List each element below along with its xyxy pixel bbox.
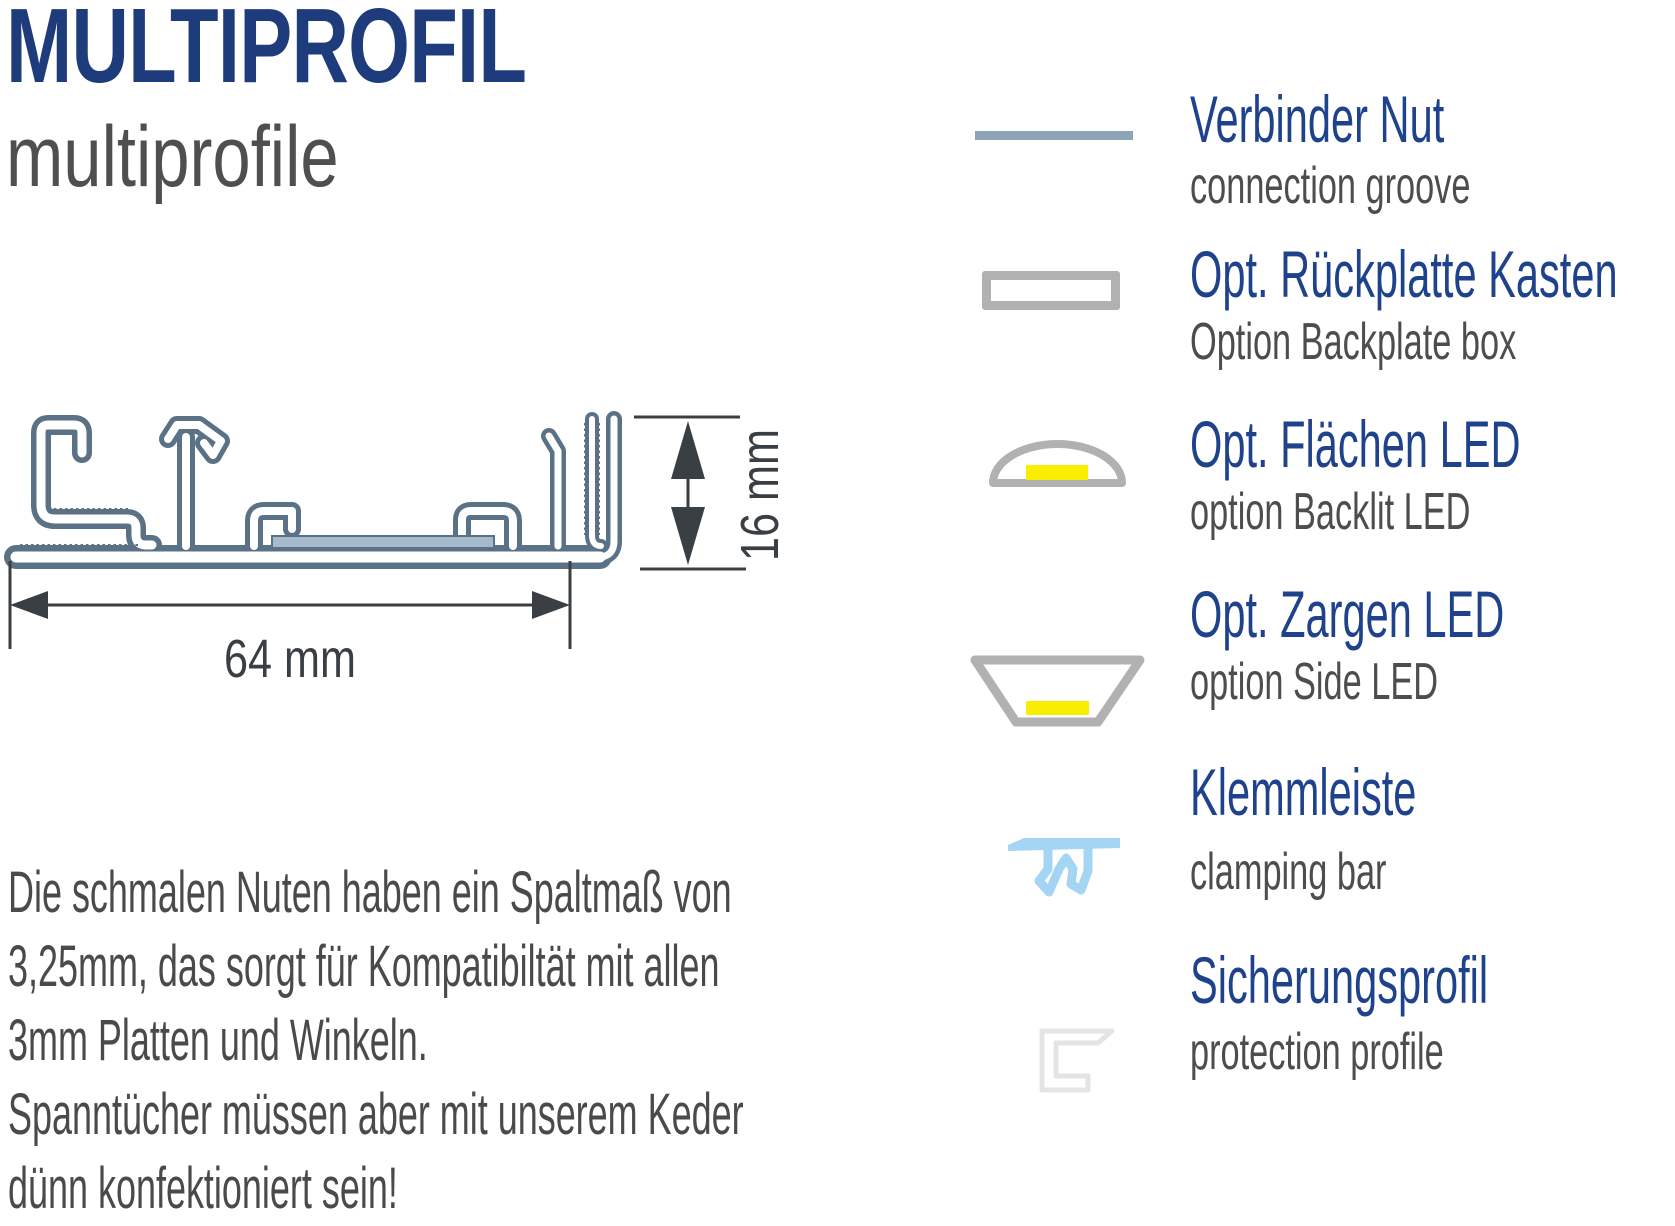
legend-title-flaechen-led: Opt. Flächen LED [1190, 407, 1521, 481]
profile-keder-strip [272, 536, 494, 548]
groove-line-icon [975, 131, 1133, 140]
clamping-bar-icon [1008, 829, 1124, 907]
legend-subtitle-backplate-box: Option Backplate box [1190, 313, 1517, 371]
width-dimension-label: 64 mm [224, 629, 356, 690]
note-line: 3mm Platten und Winkeln. [8, 1008, 428, 1073]
page-title-text: MULTIPROFIL [6, 0, 527, 105]
note-paragraph [8, 856, 1194, 1226]
legend-subtitle-connection-groove: connection groove [1190, 157, 1471, 215]
legend-title-sicherungsprofil: Sicherungsprofil [1190, 943, 1489, 1017]
height-dimension-label: 16 mm [730, 429, 791, 561]
legend-subtitle-side-led: option Side LED [1190, 653, 1439, 711]
legend-subtitle-protection-profile: protection profile [1190, 1023, 1444, 1081]
note-line: dünn konfektioniert sein! [8, 1156, 398, 1221]
protection-profile-icon [1030, 1026, 1120, 1098]
note-line: Die schmalen Nuten haben ein Spaltmaß von [8, 860, 732, 925]
legend-subtitle-clamping-bar: clamping bar [1190, 843, 1387, 901]
legend-title-verbinder-nut: Verbinder Nut [1190, 82, 1445, 156]
led-strip [1026, 465, 1088, 480]
page-title [6, 0, 700, 107]
legend-title-zargen-led: Opt. Zargen LED [1190, 577, 1505, 651]
legend-title-rueckplatte-kasten: Opt. Rückplatte Kasten [1190, 237, 1618, 311]
page-subtitle [6, 108, 422, 207]
led-strip [1026, 701, 1089, 715]
legend-title-klemmleiste: Klemmleiste [1190, 755, 1417, 829]
backlit-led-dome-icon [988, 439, 1127, 491]
side-led-trapezoid-icon [970, 654, 1145, 729]
backplate-box-icon [982, 271, 1120, 310]
note-line: Spanntücher müssen aber mit unserem Keder [8, 1082, 744, 1147]
legend-subtitle-backlit-led: option Backlit LED [1190, 483, 1471, 541]
profile-cross-section-diagram [0, 385, 830, 705]
note-line: 3,25mm, das sorgt für Kompatibiltät mit allen [8, 934, 720, 999]
page-subtitle-text: multiprofile [6, 109, 339, 205]
